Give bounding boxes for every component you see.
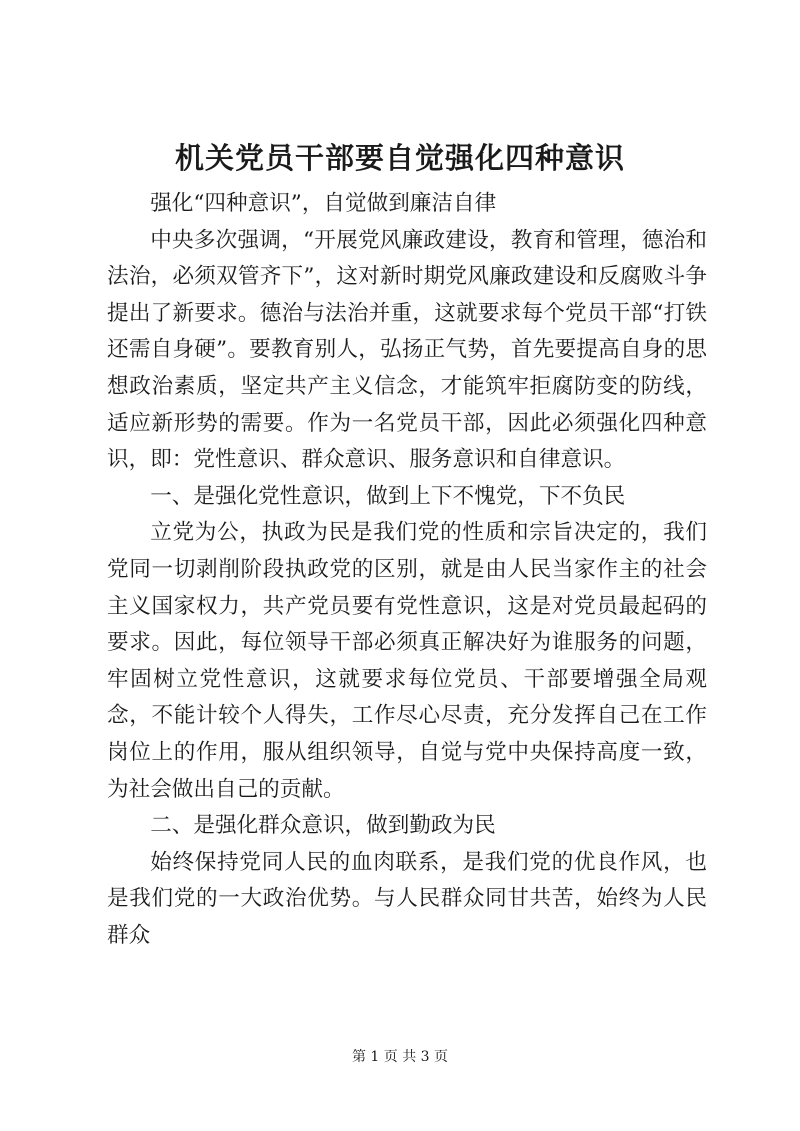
subtitle-paragraph: 强化“四种意识”，自觉做到廉洁自律 xyxy=(150,191,497,216)
section-paragraph-2: 始终保持党同人民的血肉联系，是我们党的优良作风，也是我们党的一大政治优势。与人民群众同甘共苦，始终为人民群众 xyxy=(107,849,707,948)
section-heading-1: 一、是强化党性意识，做到上下不愧党，下不负民 xyxy=(150,483,626,509)
section-paragraph-1: 立党为公，执政为民是我们党的性质和宗旨决定的，我们党同一切剥削阶段执政党的区别，就是由人民当家作主的社会主义国家权力，共产党员要有党性意识，这是对党员最起码的要求。因此，每位领导干部必须真正解决好为谁服务的问题，牢固树立党性意识，这就要求每位党员、干部要增强全局观念，不能计较个人得失，工作尽心尽责，充分发挥自己在工作岗位上的作用，服从组织领导，自觉与党中央保持高度一致，为社会做出自己的贡献。 xyxy=(107,520,707,802)
document-title: 机关党员干部要自觉强化四种意识 xyxy=(174,141,625,175)
document-body xyxy=(107,186,707,954)
section-heading-2: 二、是强化群众意识，做到勤政为民 xyxy=(150,813,496,839)
intro-paragraph: 中央多次强调，“开展党风廉政建设，教育和管理，德治和法治，必须双管齐下”，这对新时期党风廉政建设和反腐败斗争提出了新要求。德治与法治并重，这就要求每个党员干部“打铁还需自身硬”。要教育别人，弘扬正气势，首先要提高自身的思想政治素质，坚定共产主义信念，才能筑牢拒腐防变的防线，适应新形势的需要。作为一名党员干部，因此必须强化四种意识，即：党性意识、群众意识、服务意识和自律意识。 xyxy=(107,227,707,473)
page-number-footer: 第 1 页 共 3 页 xyxy=(351,1049,449,1065)
